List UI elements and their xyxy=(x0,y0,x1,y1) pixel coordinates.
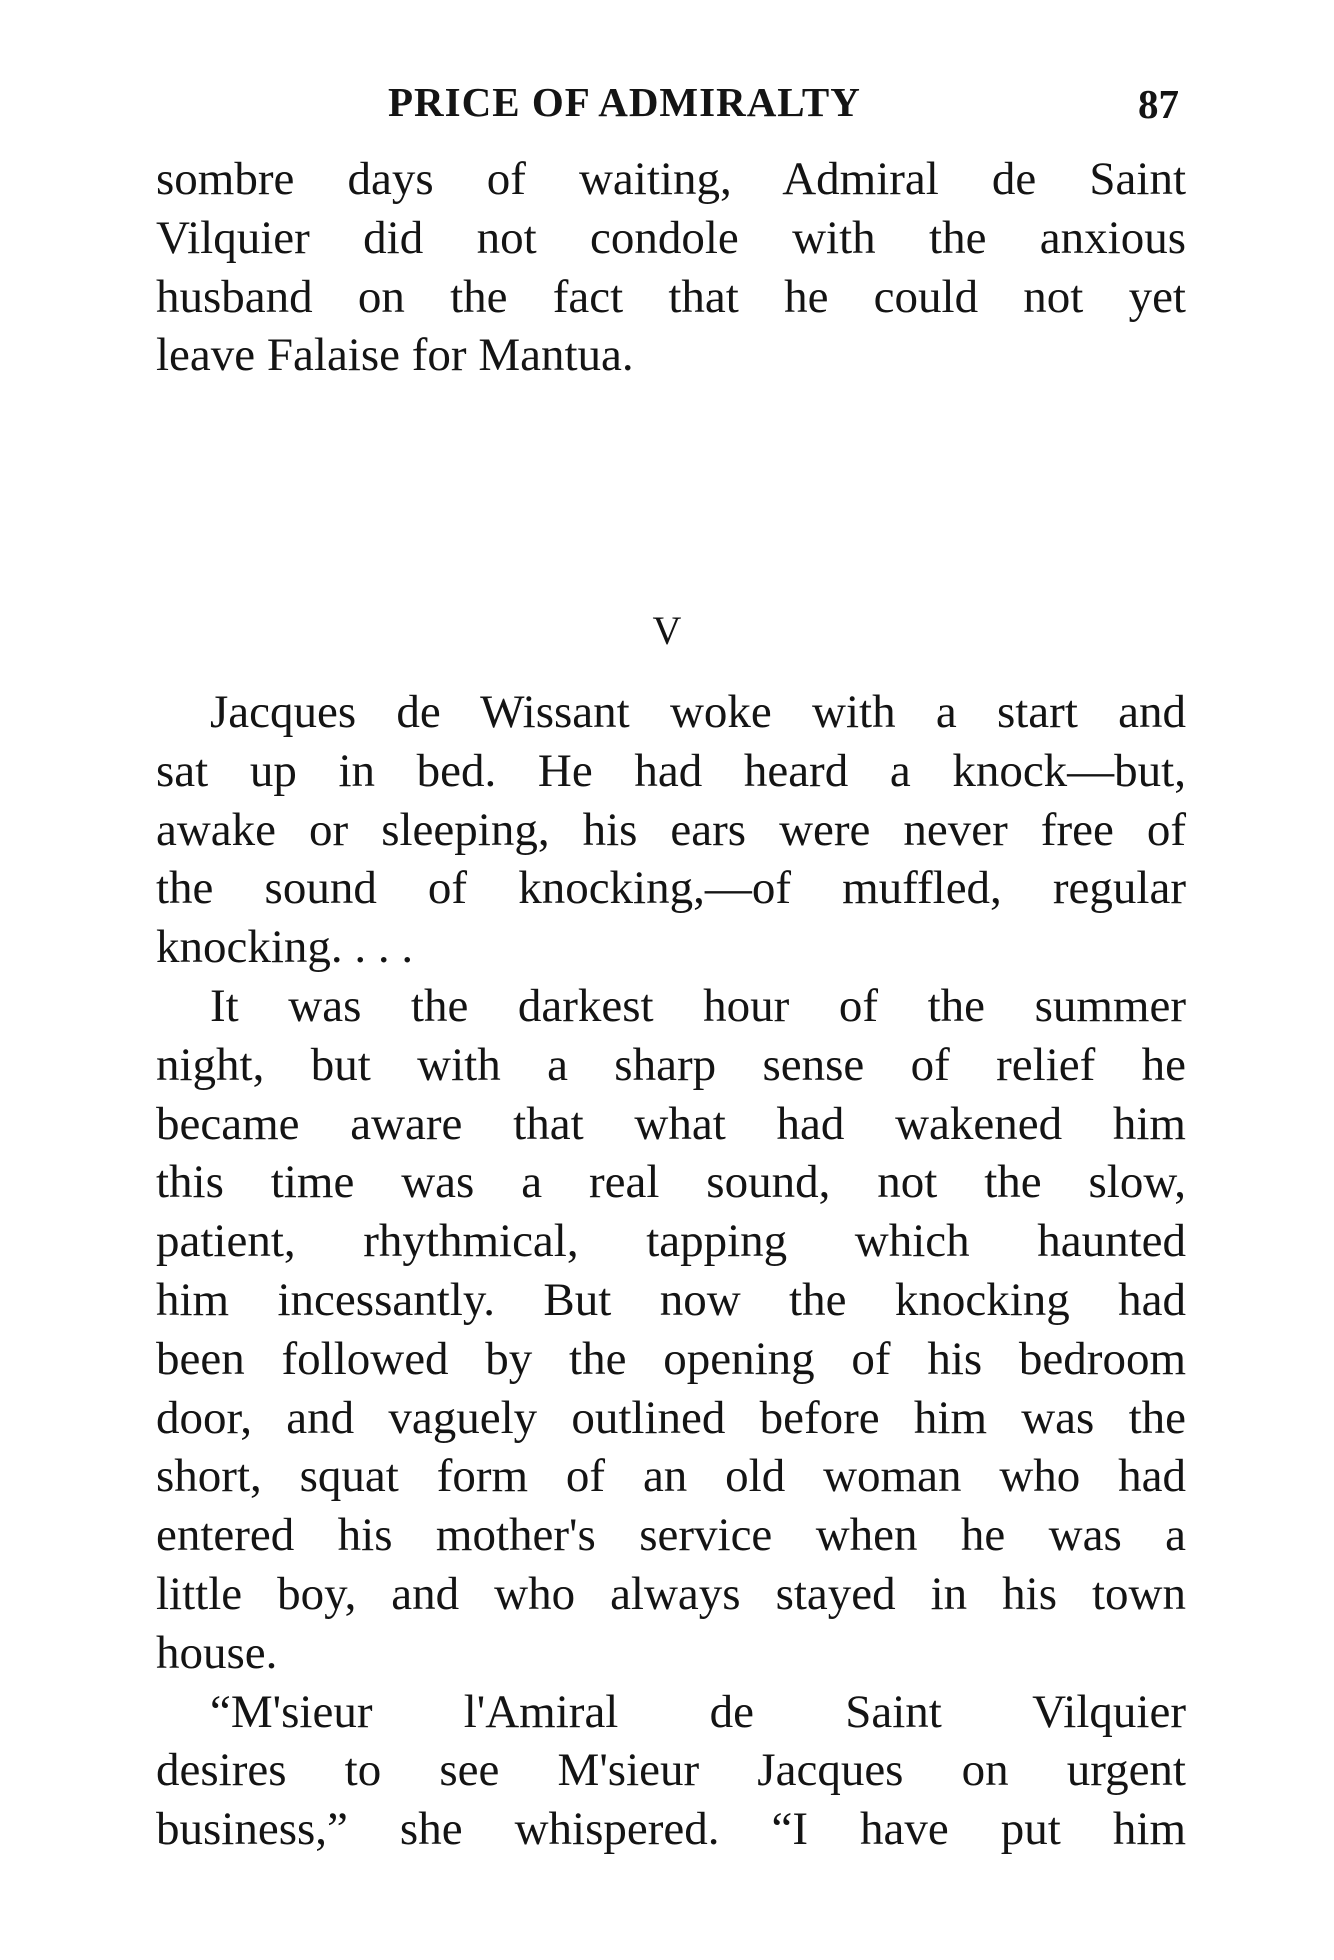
text-line: this time was a real sound, not the slow, xyxy=(156,1156,1186,1209)
section-number: V xyxy=(652,608,682,653)
text-line: been followed by the opening of his bedroom xyxy=(156,1332,1186,1385)
text-line: It was the darkest hour of the summer xyxy=(210,979,1186,1032)
text-line: little boy, and who always stayed in his town xyxy=(156,1567,1186,1620)
text-line: Jacques de Wissant woke with a start and xyxy=(210,686,1186,738)
text-line: him incessantly. But now the knocking had xyxy=(156,1273,1186,1326)
text-line: desires to see M'sieur Jacques on urgent xyxy=(156,1744,1186,1797)
text-line: became aware that what had wakened him xyxy=(156,1097,1186,1150)
text-line: husband on the fact that he could not yet xyxy=(156,270,1186,323)
running-title: PRICE OF ADMIRALTY xyxy=(388,79,861,125)
text-line: entered his mother's service when he was a xyxy=(156,1509,1186,1562)
text-line: house. xyxy=(156,1626,278,1679)
text-line: awake or sleeping, his ears were never free of xyxy=(156,803,1186,856)
text-line: sat up in bed. He had heard a knock—but, xyxy=(156,744,1186,797)
page-number: 87 xyxy=(1138,81,1179,127)
text-line: patient, rhythmical, tapping which haunted xyxy=(156,1215,1186,1268)
text-line: leave Falaise for Mantua. xyxy=(156,329,634,382)
text-line: sombre days of waiting, Admiral de Saint xyxy=(156,153,1186,205)
text-line: the sound of knocking,—of muffled, regular xyxy=(156,862,1186,915)
paragraph-continued xyxy=(156,150,1186,385)
text-line: door, and vaguely outlined before him was the xyxy=(156,1391,1186,1444)
text-line: business,” she whispered. “I have put him xyxy=(156,1803,1186,1856)
text-line: short, squat form of an old woman who had xyxy=(156,1450,1186,1503)
body-text xyxy=(156,683,1186,1859)
text-line: knocking. . . . xyxy=(156,921,414,974)
text-line: Vilquier did not condole with the anxious xyxy=(156,211,1186,264)
text-line: “M'sieur l'Amiral de Saint Vilquier xyxy=(210,1685,1186,1738)
text-line: night, but with a sharp sense of relief he xyxy=(156,1038,1186,1091)
